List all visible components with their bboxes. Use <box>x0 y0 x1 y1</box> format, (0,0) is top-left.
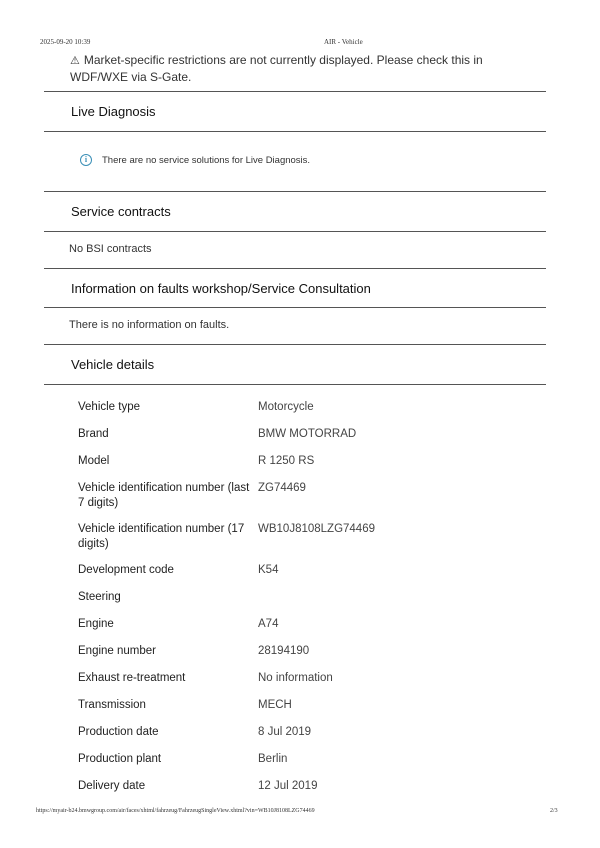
detail-row-vin-last7 <box>78 481 518 522</box>
detail-row-steering <box>78 590 518 617</box>
divider <box>44 307 546 308</box>
detail-value: 28194190 <box>258 645 310 657</box>
section-title-vehicle-details[interactable]: Vehicle details <box>71 357 155 372</box>
warning-icon: ⚠ <box>70 55 80 67</box>
detail-value: A74 <box>258 618 279 630</box>
detail-label: Production date <box>78 726 159 738</box>
info-icon: i <box>80 154 92 166</box>
detail-value: WB10J8108LZG74469 <box>258 523 375 535</box>
divider <box>44 131 546 132</box>
faults-text: There is no information on faults. <box>69 319 230 331</box>
divider <box>44 91 546 92</box>
detail-row-vehicle-type <box>78 400 518 427</box>
detail-value: 12 Jul 2019 <box>258 780 318 792</box>
detail-row-engine <box>78 617 518 644</box>
notice-text: Market-specific restrictions are not currently displayed. Please check this in WDF/WXE via S-Gate. <box>70 53 483 84</box>
print-title: AIR - Vehicle <box>324 38 363 46</box>
detail-label: Model <box>78 455 110 467</box>
section-title-service-contracts[interactable]: Service contracts <box>71 204 171 219</box>
detail-label: Steering <box>78 591 121 603</box>
detail-label: Delivery date <box>78 780 146 792</box>
divider <box>44 384 546 385</box>
detail-row-exhaust <box>78 671 518 698</box>
detail-value: MECH <box>258 699 292 711</box>
detail-row-development-code <box>78 563 518 590</box>
detail-label: Engine <box>78 618 114 630</box>
detail-value: Motorcycle <box>258 401 314 413</box>
detail-label: Development code <box>78 564 174 576</box>
detail-row-production-date <box>78 725 518 752</box>
detail-row-production-plant <box>78 752 518 779</box>
detail-row-brand <box>78 427 518 454</box>
live-diagnosis-message <box>80 154 310 166</box>
detail-row-model <box>78 454 518 481</box>
detail-value: Berlin <box>258 753 288 765</box>
page-number: 2/3 <box>550 808 558 814</box>
detail-value: R 1250 RS <box>258 455 315 467</box>
detail-value: 8 Jul 2019 <box>258 726 312 738</box>
detail-label: Vehicle identification number (last 7 digits) <box>78 482 250 509</box>
detail-value: No information <box>258 672 333 684</box>
detail-value: ZG74469 <box>258 482 306 494</box>
detail-value: K54 <box>258 564 279 576</box>
detail-label: Production plant <box>78 753 162 765</box>
detail-label: Vehicle type <box>78 401 141 413</box>
detail-label: Vehicle identification number (17 digits) <box>78 523 245 550</box>
detail-label: Exhaust re-treatment <box>78 672 186 684</box>
vehicle-details-table <box>78 400 518 806</box>
section-title-faults[interactable]: Information on faults workshop/Service Consultation <box>71 281 371 296</box>
print-date: 2025-09-20 10:39 <box>40 38 91 46</box>
service-contracts-text: No BSI contracts <box>69 243 152 255</box>
detail-row-delivery-date <box>78 779 518 806</box>
detail-row-vin-17 <box>78 522 518 563</box>
divider <box>44 191 546 192</box>
detail-row-engine-number <box>78 644 518 671</box>
detail-label: Transmission <box>78 699 146 711</box>
market-restriction-notice <box>70 52 540 85</box>
divider <box>44 268 546 269</box>
print-url: https://myair-b24.bmwgroup.com/air/faces/xhtml/fahrzeug/FahrzeugSingleView.xhtml?vin=WB10J8108LZG74469 <box>36 808 315 814</box>
detail-label: Engine number <box>78 645 156 657</box>
detail-value: BMW MOTORRAD <box>258 428 357 440</box>
detail-label: Brand <box>78 428 109 440</box>
section-title-live-diagnosis[interactable]: Live Diagnosis <box>71 104 156 119</box>
detail-value <box>258 590 518 617</box>
live-diagnosis-text: There are no service solutions for Live Diagnosis. <box>102 154 311 166</box>
detail-row-transmission <box>78 698 518 725</box>
divider <box>44 344 546 345</box>
divider <box>44 231 546 232</box>
